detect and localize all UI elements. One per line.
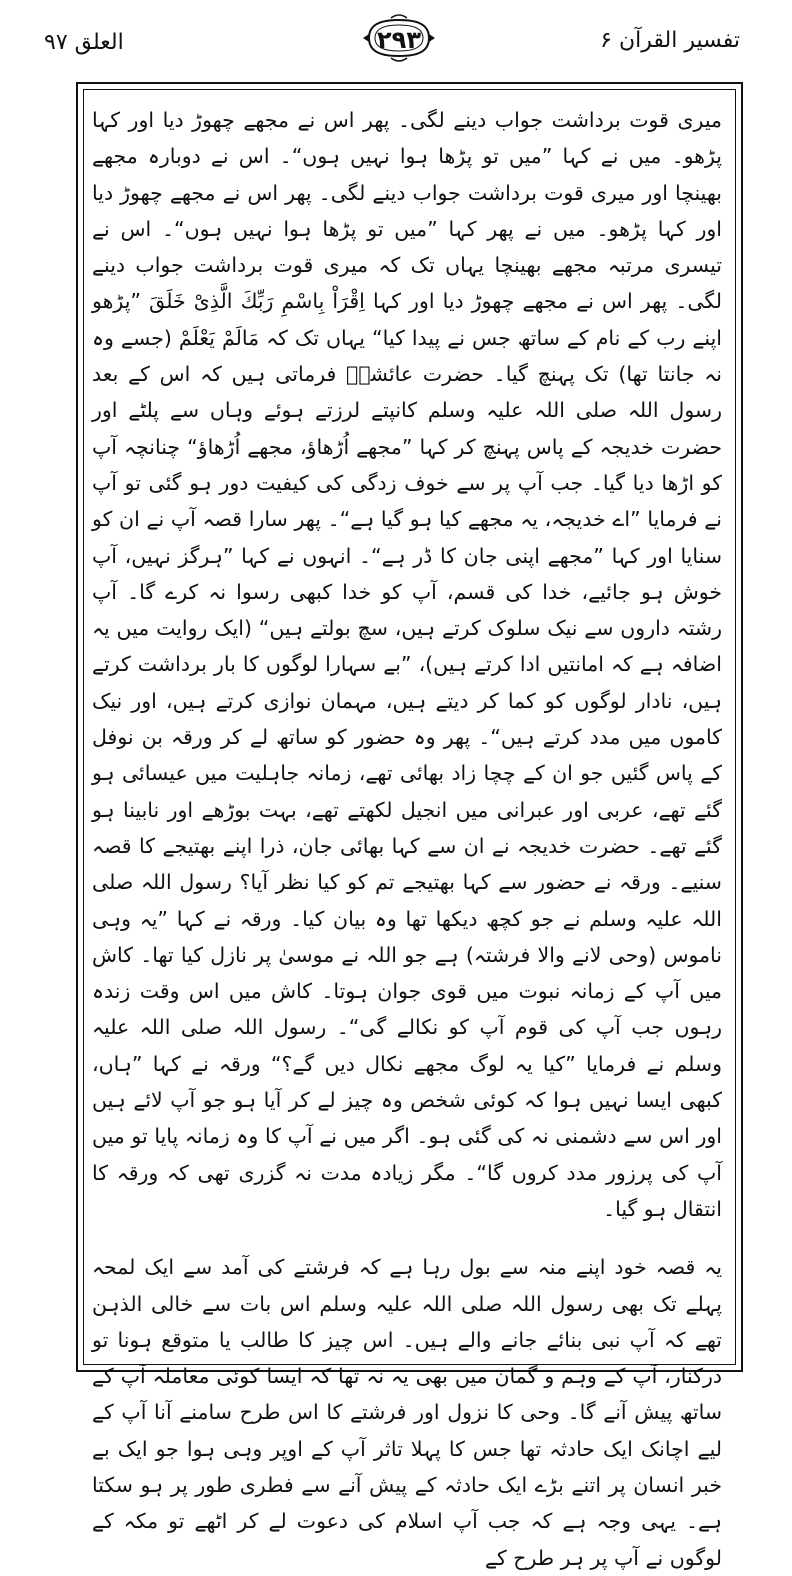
body-paragraph-2: یہ قصہ خود اپنے منہ سے بول رہا ہے کہ فرشتے کی آمد سے ایک لمحہ پہلے تک بھی رسول اللہ صلی اللہ علیہ وسلم اس بات سے خالی الذہن تھے کہ آپ نبی بنائے جانے والے ہیں۔ اس چیز کا طالب یا متوقع ہونا تو درکنار، آپ کے وہم و گمان میں بھی یہ نہ تھا کہ ایسا کوئی معاملہ آپ کے ساتھ پیش آنے گا۔ وحی کا نزول اور فرشتے کا اس طرح سامنے آنا آپ کے لیے اچانک ایک حادثہ تھا جس کا پہلا تاثر آپ کے اوپر وہی ہوا جو ایک بے خبر انسان پر اتنے بڑے ایک حادثہ کے پیش آنے سے فطری طور پر ہو سکتا ہے۔ یہی وجہ ہے کہ جب آپ اسلام کی دعوت لے کر اٹھے تو مکہ کے لوگوں نے آپ پر ہر طرح کے: [92, 1255, 722, 1570]
page-number: ۲۹۳: [377, 26, 421, 54]
surah-page-label: العلق ۹۷: [44, 30, 124, 55]
body-paragraph-1: میری قوت برداشت جواب دینے لگی۔ پھر اس نے مجھے چھوڑ دیا اور کہا پڑھو۔ میں نے کہا ”میں تو پڑھا ہوا نہیں ہوں“۔ اس نے دوبارہ مجھے بھینچا اور میری قوت برداشت جواب دینے لگی۔ پھر اس نے مجھے چھوڑ دیا اور کہا پڑھو۔ میں نے پھر کہا ”میں تو پڑھا ہوا نہیں ہوں“۔ اس نے تیسری مرتبہ مجھے بھینچا یہاں تک کہ میری قوت برداشت جواب دینے لگی۔ پھر اس نے مجھے چھوڑ دیا اور کہا اِقْرَاْ بِاسْمِ رَبِّكَ الَّذِیْ خَلَقَ ”پڑھو اپنے رب کے نام کے ساتھ جس نے پیدا کیا“ یہاں تک کہ مَالَمْ یَعْلَمْ (جسے وہ نہ جانتا تھا) تک پہنچ گیا۔ حضرت عائشہؓ فرماتی ہیں کہ اس کے بعد رسول اللہ صلی اللہ علیہ وسلم کانپتے لرزتے ہوئے وہاں سے پلٹے اور حضرت خدیجہ کے پاس پہنچ کر کہا ”مجھے اُڑھاؤ، مجھے اُڑھاؤ“ چنانچہ آپ کو اڑھا دیا گیا۔ جب آپ پر سے خوف زدگی کی کیفیت دور ہو گئی تو آپ نے فرمایا ”اے خدیجہ، یہ مجھے کیا ہو گیا ہے“۔ پھر سارا قصہ آپ نے ان کو سنایا اور کہا ”مجھے اپنی جان کا ڈر ہے“۔ انہوں نے کہا ”ہرگز نہیں، آپ خوش ہو جائیے، خدا کی قسم، آپ کو خدا کبھی رسوا نہ کرے گا۔ آپ رشتہ داروں سے نیک سلوک کرتے ہیں، سچ بولتے ہیں“ (ایک روایت میں یہ اضافہ ہے کہ امانتیں ادا کرتے ہیں)، ”بے سہارا لوگوں کا بار برداشت کرتے ہیں، نادار لوگوں کو کما کر دیتے ہیں، مہمان نوازی کرتے ہیں، اور نیک کاموں میں مدد کرتے ہیں“۔ پھر وہ حضور کو ساتھ لے کر ورقہ بن نوفل کے پاس گئیں جو ان کے چچا زاد بھائی تھے، زمانہ جاہلیت میں عیسائی ہو گئے تھے، عربی اور عبرانی میں انجیل لکھتے تھے، بہت بوڑھے اور نابینا ہو گئے تھے۔ حضرت خدیجہ نے ان سے کہا بھائی جان، ذرا اپنے بھتیجے کا قصہ سنیے۔ ورقہ نے حضور سے کہا بھتیجے تم کو کیا نظر آیا؟ رسول اللہ صلی اللہ علیہ وسلم نے جو کچھ دیکھا تھا وہ بیان کیا۔ ورقہ نے کہا ”یہ وہی ناموس (وحی لانے والا فرشتہ) ہے جو اللہ نے موسیٰ پر نازل کیا تھا۔ کاش میں آپ کے زمانہ نبوت میں قوی جوان ہوتا۔ کاش میں اس وقت زندہ رہوں جب آپ کی قوم آپ کو نکالے گی“۔ رسول اللہ صلی اللہ علیہ وسلم نے فرمایا ”کیا یہ لوگ مجھے نکال دیں گے؟“ ورقہ نے کہا ”ہاں، کبھی ایسا نہیں ہوا کہ کوئی شخص وہ چیز لے کر آیا ہو جو آپ لائے ہیں اور اس سے دشمنی نہ کی گئی ہو۔ اگر میں نے آپ کا وہ زمانہ پایا تو میں آپ کی پرزور مدد کروں گا“۔ مگر زیادہ مدت نہ گزری تھی کہ ورقہ کا انتقال ہو گیا۔: [92, 108, 722, 1221]
book-title: تفسیر القرآن ۶: [600, 28, 740, 53]
page-header: [0, 0, 792, 80]
page-body: [92, 102, 722, 1570]
